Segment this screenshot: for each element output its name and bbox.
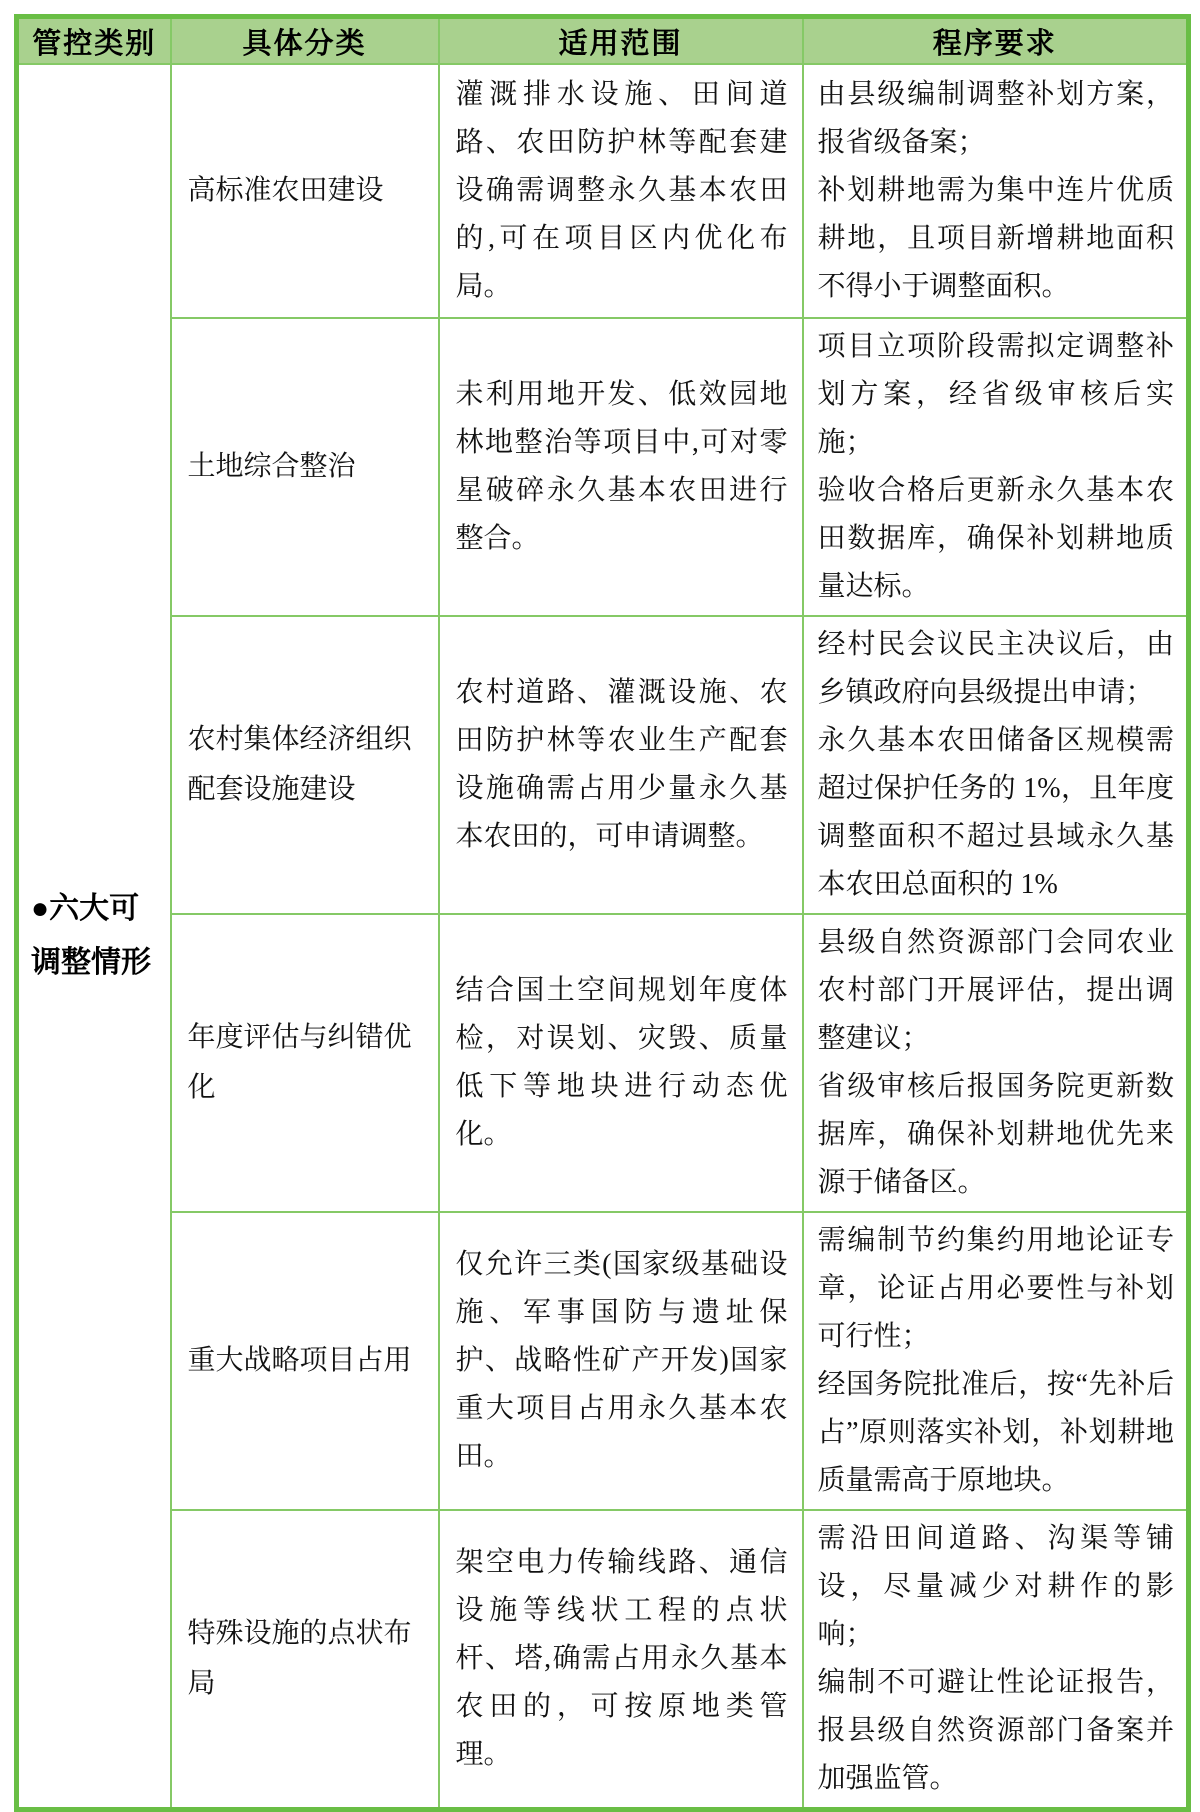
- table-row: [17, 1510, 1189, 1810]
- classification-cell: 高标准农田建设: [171, 64, 439, 318]
- table-row: [17, 64, 1189, 318]
- farmland-adjustment-table: [14, 14, 1191, 1812]
- requirement-paragraph: 补划耕地需为集中连片优质耕地，且项目新增耕地面积不得小于调整面积。: [817, 175, 1174, 302]
- table-row: [17, 318, 1189, 616]
- scope-cell: 仅允许三类(国家级基础设施、军事国防与遗址保护、战略性矿产开发)国家重大项目占用永久基本农田。: [439, 1212, 803, 1510]
- scope-cell: 架空电力传输线路、通信设施等线状工程的点状杆、塔,确需占用永久基本农田的，可按原地类管理。: [439, 1510, 803, 1810]
- requirement-paragraph: 项目立项阶段需拟定调整补划方案，经省级审核后实施；: [817, 331, 1174, 458]
- scope-cell: 农村道路、灌溉设施、农田防护林等农业生产配套设施确需占用少量永久基本农田的，可申请调整。: [439, 616, 803, 914]
- requirement-paragraph: 经国务院批准后，按“先补后占”原则落实补划，补划耕地质量需高于原地块。: [817, 1369, 1174, 1496]
- classification-cell: 土地综合整治: [171, 318, 439, 616]
- category-cell-six-adjustable-situations: ●六大可调整情形: [17, 64, 171, 1810]
- requirement-paragraph: 经村民会议民主决议后，由乡镇政府向县级提出申请；: [817, 629, 1174, 708]
- requirements-cell: [803, 914, 1189, 1212]
- table-row: [17, 616, 1189, 914]
- header-specific-classification: 具体分类: [171, 17, 439, 65]
- table-header-row: [17, 17, 1189, 65]
- requirement-paragraph: 省级审核后报国务院更新数据库，确保补划耕地优先来源于储备区。: [817, 1071, 1174, 1198]
- requirement-paragraph: 需编制节约集约用地论证专章，论证占用必要性与补划可行性；: [817, 1225, 1174, 1352]
- requirements-cell: [803, 616, 1189, 914]
- classification-cell: 重大战略项目占用: [171, 1212, 439, 1510]
- requirements-cell: [803, 1212, 1189, 1510]
- requirement-paragraph: 需沿田间道路、沟渠等铺设，尽量减少对耕作的影响；: [817, 1523, 1174, 1650]
- requirements-cell: [803, 64, 1189, 318]
- scope-cell: 灌溉排水设施、田间道路、农田防护林等配套建设确需调整永久基本农田的,可在项目区内优化布局。: [439, 64, 803, 318]
- header-applicable-scope: 适用范围: [439, 17, 803, 65]
- table-row: [17, 1212, 1189, 1510]
- requirements-cell: [803, 1510, 1189, 1810]
- header-control-category: 管控类别: [17, 17, 171, 65]
- scope-cell: 未利用地开发、低效园地林地整治等项目中,可对零星破碎永久基本农田进行整合。: [439, 318, 803, 616]
- classification-cell: 特殊设施的点状布局: [171, 1510, 439, 1810]
- requirement-paragraph: 验收合格后更新永久基本农田数据库，确保补划耕地质量达标。: [817, 475, 1174, 602]
- scope-cell: 结合国土空间规划年度体检，对误划、灾毁、质量低下等地块进行动态优化。: [439, 914, 803, 1212]
- requirements-cell: [803, 318, 1189, 616]
- requirement-paragraph: 永久基本农田储备区规模需超过保护任务的 1%，且年度调整面积不超过县域永久基本农田总面积的 1%: [817, 725, 1174, 900]
- requirement-paragraph: 由县级编制调整补划方案，报省级备案；: [817, 79, 1174, 158]
- classification-cell: 农村集体经济组织配套设施建设: [171, 616, 439, 914]
- header-procedural-requirements: 程序要求: [803, 17, 1189, 65]
- requirement-paragraph: 县级自然资源部门会同农业农村部门开展评估，提出调整建议；: [817, 927, 1174, 1054]
- classification-cell: 年度评估与纠错优化: [171, 914, 439, 1212]
- table-row: [17, 914, 1189, 1212]
- requirement-paragraph: 编制不可避让性论证报告，报县级自然资源部门备案并加强监管。: [817, 1667, 1174, 1794]
